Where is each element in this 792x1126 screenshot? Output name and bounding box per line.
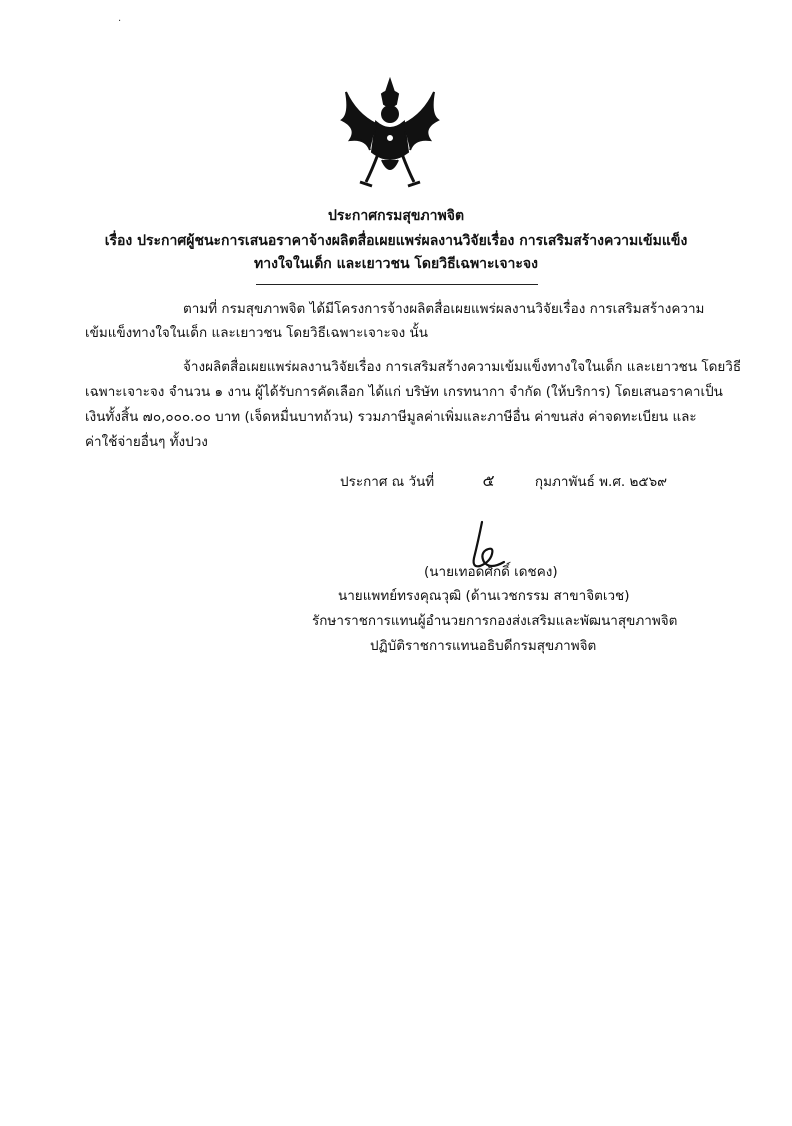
- paragraph1-line2: เข้มแข็งทางใจในเด็ก และเยาวชน โดยวิธีเฉพาะเจาะจง นั้น: [85, 325, 428, 341]
- signatory-acting-role-2: ปฏิบัติราชการแทนอธิบดีกรมสุขภาพจิต: [370, 638, 597, 654]
- date-month-year: กุมภาพันธ์ พ.ศ. ๒๕๖๙: [534, 474, 668, 490]
- paragraph2-line1: จ้างผลิตสื่อเผยแพร่ผลงานวิจัยเรื่อง การเสริมสร้างความเข้มแข็งทางใจในเด็ก และเยาวชน โดยวิธี: [183, 359, 742, 375]
- signatory-position: นายแพทย์ทรงคุณวุฒิ (ด้านเวชกรรม สาขาจิตเวช): [338, 588, 630, 604]
- signatory-acting-role-1: รักษาราชการแทนผู้อำนวยการกองส่งเสริมและพัฒนาสุขภาพจิต: [312, 613, 678, 629]
- scan-speck: ·: [118, 16, 122, 27]
- announcement-subject: เรื่อง ประกาศผู้ชนะการเสนอราคาจ้างผลิตสื่อเผยแพร่ผลงานวิจัยเรื่อง การเสริมสร้างความเข้มแข็ง: [104, 233, 688, 249]
- divider-line: [256, 284, 538, 285]
- paragraph1-line1: ตามที่ กรมสุขภาพจิต ได้มีโครงการจ้างผลิตสื่อเผยแพร่ผลงานวิจัยเรื่อง การเสริมสร้างความ: [183, 301, 705, 317]
- date-prefix: ประกาศ ณ วันที่: [340, 474, 435, 490]
- paragraph2-line2: เฉพาะเจาะจง จำนวน ๑ งาน ผู้ได้รับการคัดเลือก ได้แก่ บริษัท เกรทนากา จำกัด (ให้บริการ) โดยเสนอราคาเป็น: [85, 384, 723, 400]
- signatory-name: (นายเทอดศักดิ์ เดชคง): [424, 564, 558, 580]
- announcement-date: [340, 469, 667, 494]
- announcement-subject-cont: ทางใจในเด็ก และเยาวชน โดยวิธีเฉพาะเจาะจง: [254, 256, 538, 272]
- paragraph2-line4: ค่าใช้จ่ายอื่นๆ ทั้งปวง: [85, 434, 208, 450]
- date-day: ๕: [482, 471, 495, 490]
- paragraph2-line3: เงินทั้งสิ้น ๗๐,๐๐๐.๐๐ บาท (เจ็ดหมื่นบาทถ้วน) รวมภาษีมูลค่าเพิ่มและภาษีอื่น ค่าขนส่ง ค่าจดทะเบียน และ: [85, 409, 697, 425]
- garuda-emblem-icon: [336, 74, 444, 196]
- announcement-heading: ประกาศกรมสุขภาพจิต: [327, 208, 465, 224]
